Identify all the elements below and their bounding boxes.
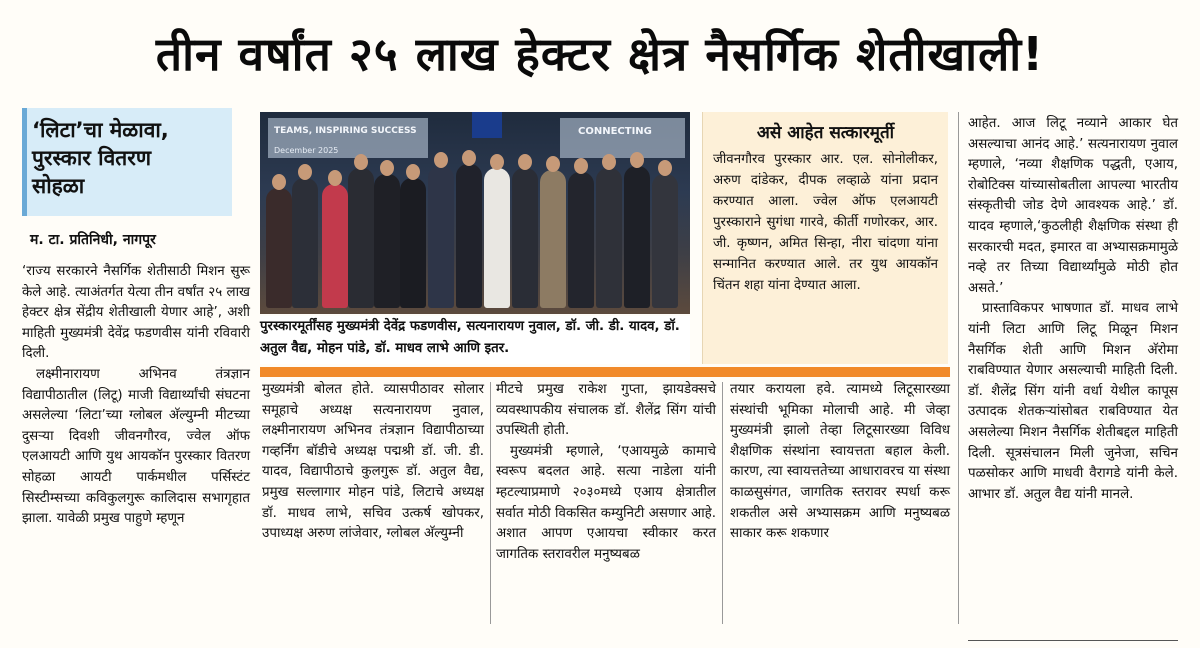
- column-4-para-1: तयार करायला हवे. त्यामध्ये लिटूसारख्या संस्थांची भूमिका मोलाची आहे. मी जेव्हा मुख्यमंत्री झालो तेव्हा लिटूसारख्या विविध शैक्षणिक संस्थांना स्वायत्तता बहाल केली. कारण, त्या स्वायत्ततेच्या आधारावरच या संस्था काळसुसंगत, जागतिक स्तरावर स्पर्धा करू शकतील असे अभ्यासक्रम आणि मनुष्यबळ साकार करू शकणार: [730, 382, 950, 542]
- column-5: [968, 114, 1178, 505]
- subhead-accent-bar: [22, 108, 27, 216]
- photo-flag-panel: [472, 112, 502, 138]
- headline: तीन वर्षांत २५ लाख हेक्टर क्षेत्र नैसर्गिक शेतीखाली!: [155, 26, 1045, 81]
- byline: म. टा. प्रतिनिधी, नागपूर: [30, 232, 156, 248]
- event-photo: [260, 112, 690, 314]
- awardees-title: असे आहेत सत्कारमूर्ती: [756, 123, 895, 143]
- column-2-para-1: मुख्यमंत्री बोलत होते. व्यासपीठावर सोलार समूहाचे अध्यक्ष सत्यनारायण नुवाल, लक्ष्मीनारायण अभिनव तंत्रज्ञान विद्यापीठाच्या गव्हर्निंग बॉडीचे अध्यक्ष पद्मश्री डॉ. जी. डी. यादव, विद्यापीठाचे कुलगुरू डॉ. अतुल वैद्य, प्रमुख सल्लागार मोहन पांडे, लिटाचे अध्यक्ष डॉ. माधव लाभे, सचिव उत्कर्ष खोपकर, उपाध्यक्ष अरुण लांजेवार, ग्लोबल अ‍ॅल्युम्नी: [262, 382, 484, 542]
- orange-divider: [260, 367, 950, 377]
- column-1-para-1: ‘राज्य सरकारने नैसर्गिक शेतीसाठी मिशन सुरू केले आहे. त्याअंतर्गत येत्या तीन वर्षांत २५ लाख हेक्टर क्षेत्र सेंद्रीय शेतीखाली येणार आहे’, अशी माहिती मुख्यमंत्री देवेंद्र फडणवीस यांनी रविवारी दिली.: [22, 264, 250, 362]
- photo-screen-right: [560, 118, 685, 158]
- column-3: [496, 380, 716, 565]
- column-1-para-2: लक्ष्मीनारायण अभिनव तंत्रज्ञान विद्यापीठातील (लिटू) माजी विद्यार्थ्यांची संघटना असलेल्या ‘लिटा’च्या ग्लोबल अ‍ॅल्युम्नी मीटच्या दुसऱ्या दिवशी जीवनगौरव, ज्वेल ऑफ एलआयटी आणि युथ आयकॉन पुरस्कार वितरण सोहळा आयटी पार्कमधील पर्सिस्टंट सिस्टीम्सच्या कविकुलगुरू कालिदास सभागृहात झाला. यावेळी प्रमुख पाहुणे म्हणून: [22, 366, 250, 527]
- column-divider: [958, 112, 959, 624]
- column-3-para-2: मुख्यमंत्री म्हणाले, ‘एआयमुळे कामाचे स्वरूप बदलत आहे. सत्या नाडेला यांनी म्हटल्याप्रमाणे २०३०मध्ये एआय क्षेत्रातील सर्वात मोठी विकसित कम्युनिटी असणार आहे. अशात आपण एआयचा स्वीकार करत जागतिक स्तरावरील मनुष्यबळ: [496, 443, 716, 562]
- column-2: [262, 380, 484, 545]
- photo-date: December 2025: [274, 146, 339, 155]
- column-5-para-2: प्रास्ताविकपर भाषणात डॉ. माधव लाभे यांनी लिटा आणि लिटू मिळून मिशन नैसर्गिक शेती आणि मिशन अ‍ॅरोमा राबविण्यात येणार असल्याची माहिती दिली. डॉ. शैलेंद्र सिंग यांनी वर्धा येथील कापूस उत्पादक शेतकऱ्यांसोबत राबविण्यात येत असलेल्या मिशन नैसर्गिक शेतीबद्दल माहिती दिली. सूत्रसंचालन मिली जुनेजा, सचिन पळसोकर आणि माधवी वैरागडे यांनी केले. आभार डॉ. अतुल वैद्य यांनी मानले.: [968, 301, 1178, 502]
- column-divider: [722, 382, 723, 624]
- awardees-box: [702, 112, 948, 364]
- photo-banner-right: CONNECTING: [578, 126, 652, 137]
- subhead-line-1: ‘लिटा’चा मेळावा,: [32, 118, 169, 142]
- column-1: [22, 262, 250, 530]
- subhead-line-3: सोहळा: [32, 174, 85, 198]
- column-divider: [490, 382, 491, 624]
- photo-caption: पुरस्कारमूर्तींसह मुख्यमंत्री देवेंद्र फडणवीस, सत्यनारायण नुवाल, डॉ. जी. डी. यादव, डॉ. अतुल वैद्य, मोहन पांडे, डॉ. माधव लाभे आणि इतर.: [260, 316, 690, 364]
- awardees-text: जीवनगौरव पुरस्कार आर. एल. सोनोलीकर, अरुण दांडेकर, दीपक लव्हाळे यांना प्रदान करण्यात आला. ज्वेल ऑफ एलआयटी पुरस्काराने सुगंधा गारवे, कीर्ती गणोरकर, आर. जी. कृष्णन, अमित सिन्हा, नीरा चांदणा यांना सन्मानित करण्यात आले. तर युथ आयकॉन चिंतन शहा यांना देण्यात आला.: [713, 152, 938, 293]
- subhead-line-2: पुरस्कार वितरण: [32, 146, 152, 170]
- article-end-rule: [968, 640, 1178, 641]
- column-3-para-1: मीटचे प्रमुख राकेश गुप्ता, झायडेक्सचे व्यवस्थापकीय संचालक डॉ. शैलेंद्र सिंग यांची उपस्थिती होती.: [496, 382, 716, 439]
- photo-banner-left: TEAMS, INSPIRING SUCCESS: [274, 126, 417, 136]
- subhead-box: [22, 108, 232, 216]
- column-4: [730, 380, 950, 545]
- column-5-para-1: आहेत. आज लिटू नव्याने आकार घेत असल्याचा आनंद आहे.’ सत्यनारायण नुवाल म्हणाले, ‘नव्या शैक्षणिक पद्धती, एआय, रोबोटिक्स यांच्यासोबतीला आपल्या भारतीय संस्कृतीची जोड देणे आवश्यक आहे.’ डॉ. यादव म्हणाले,‘कुठलीही शैक्षणिक संस्था ही सरकारची मदत, इमारत वा अभ्यासक्रमामुळे नव्हे तर तिच्या विद्यार्थ्यांमुळे मोठी होत असते.’: [968, 116, 1178, 296]
